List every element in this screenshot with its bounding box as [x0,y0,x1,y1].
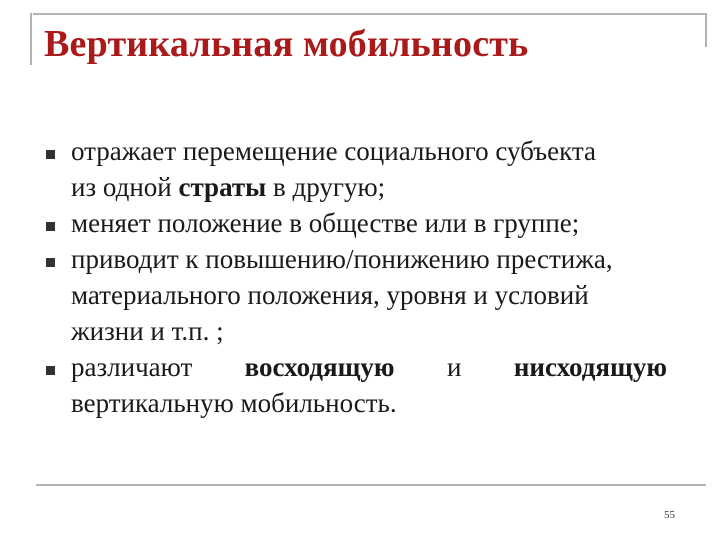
emphasized-term-downward: нисходящую [513,352,667,382]
bullet-3-line-2: материального положения, уровня и условий [71,280,589,310]
bullet-3-line-3: жизни и т.п. ; [71,316,224,346]
square-bullet-icon [46,258,55,267]
emphasized-term-upward: восходящую [244,352,395,382]
top-divider [33,13,707,15]
square-bullet-icon [46,150,55,159]
bullet-item-4 [46,349,676,421]
bullet-1-line-2 [71,169,676,205]
bullet-list [46,133,676,421]
bullet-4-line-1 [71,349,667,385]
bullet-2-line-1: меняет положение в обществе или в группе; [71,208,580,238]
text-fragment: различают [71,352,193,382]
text-fragment: из одной [71,172,179,202]
bottom-divider [36,484,706,486]
bullet-item-2 [46,205,676,241]
square-bullet-icon [46,222,55,231]
page-number: 55 [664,509,675,521]
bullet-item-3 [46,241,676,349]
bullet-item-1 [46,133,676,205]
bullet-1-line-1: отражает перемещение социального субъекта [71,136,596,166]
bullet-4-line-2: вертикальную мобильность. [71,388,397,418]
slide-title: Вертикальная мобильность [44,23,529,65]
emphasized-term: страты [178,172,267,202]
text-fragment: в другую; [266,172,386,202]
bullet-3-line-1: приводит к повышению/понижению престижа, [71,244,613,274]
square-bullet-icon [46,366,55,375]
left-divider [30,13,32,65]
text-fragment: и [446,352,462,382]
right-divider [705,13,707,47]
